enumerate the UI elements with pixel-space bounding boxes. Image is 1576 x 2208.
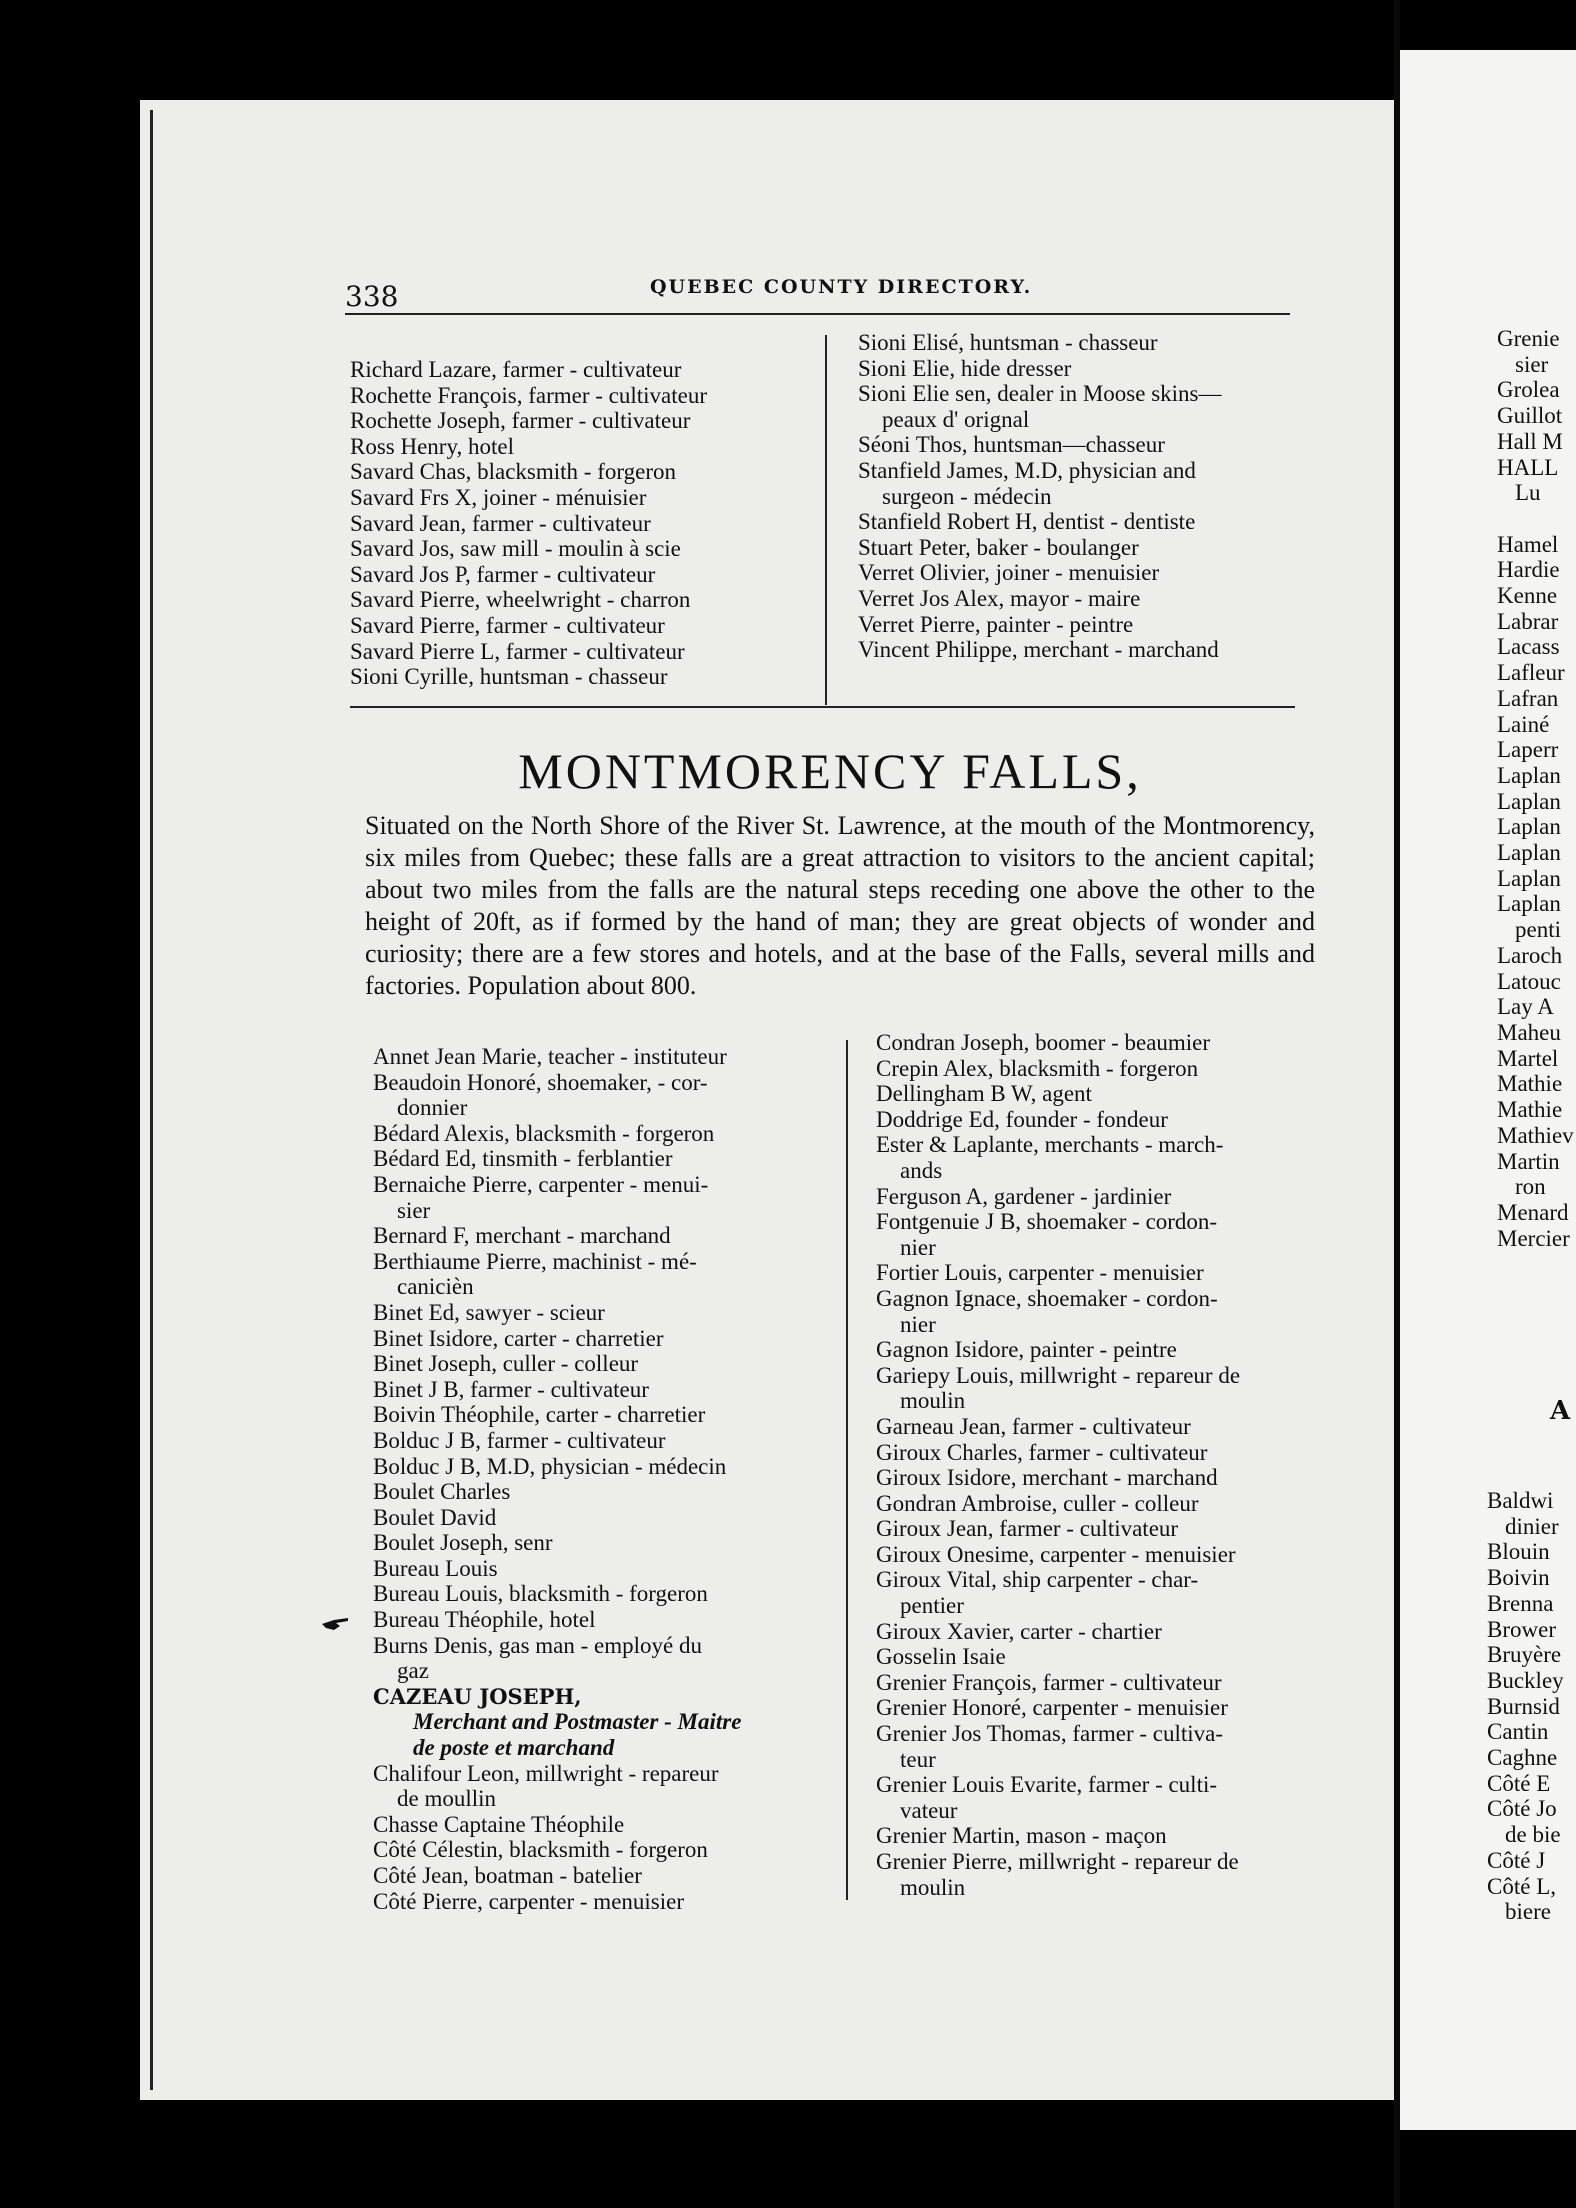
directory-entry-line: Giroux Isidore, merchant - marchand (876, 1465, 1218, 1491)
directory-entry-line: Savard Pierre, wheelwright - charron (350, 587, 691, 613)
directory-entry-line: Gariepy Louis, millwright - repareur de (876, 1362, 1241, 1388)
adjacent-page-line: Laplan (1497, 840, 1561, 866)
directory-entry-line: Grenier Honoré, carpenter - menuisier (876, 1695, 1228, 1721)
adjacent-page-top-column (1497, 326, 1574, 1251)
adjacent-page-line: Côté L, (1487, 1873, 1556, 1899)
adjacent-page-line: Mathie (1497, 1097, 1563, 1123)
directory-entry-line: Grenier Jos Thomas, farmer - cultiva- (876, 1721, 1224, 1747)
directory-entry-line: Savard Jean, farmer - cultivateur (350, 510, 651, 536)
adjacent-page-line: Brenna (1487, 1590, 1554, 1616)
directory-entry-line: Bernaiche Pierre, carpenter - menui- (373, 1171, 709, 1197)
directory-entry-line: Séoni Thos, huntsman—chasseur (858, 432, 1165, 458)
cazeau-name: CAZEAU JOSEPH, (373, 1683, 582, 1709)
bottom-left-column (373, 1044, 741, 1914)
adjacent-page-line: Burnsid (1487, 1693, 1560, 1719)
page-number: 338 (345, 280, 399, 313)
directory-entry-line: Fortier Louis, carpenter - menuisier (876, 1260, 1204, 1286)
directory-entry-line: Bureau Théophile, hotel (373, 1607, 596, 1633)
running-title: QUEBEC COUNTY DIRECTORY. (650, 276, 1033, 298)
bottom-column-divider (846, 1040, 848, 1900)
adjacent-page-line: Côté J (1487, 1847, 1546, 1873)
directory-entry-line: Bolduc J B, farmer - cultivateur (373, 1427, 666, 1453)
directory-entry-line: nier (900, 1311, 936, 1337)
directory-entry-line: Gagnon Ignace, shoemaker - cordon- (876, 1285, 1218, 1311)
binding-edge (150, 110, 153, 2090)
adjacent-page-line: Lacass (1497, 634, 1560, 660)
directory-entry-line: Burns Denis, gas man - employé du (373, 1632, 702, 1658)
directory-entry-line: Ross Henry, hotel (350, 433, 514, 459)
directory-entry-line: Verret Pierre, painter - peintre (858, 611, 1134, 637)
directory-entry-line: Chasse Captaine Théophile (373, 1811, 625, 1837)
directory-entry-line: Sioni Elisé, huntsman - chasseur (858, 330, 1158, 355)
adjacent-page-line: Hamel (1497, 531, 1559, 557)
directory-entry-line: Bolduc J B, M.D, physician - médecin (373, 1453, 727, 1479)
directory-entry-line: surgeon - médecin (882, 483, 1052, 509)
adjacent-page-line: Laplan (1497, 814, 1561, 840)
adjacent-page-line: Lainé (1497, 711, 1550, 737)
directory-entry-line: Côté Jean, boatman - batelier (373, 1863, 642, 1888)
directory-entry-line: Boulet Joseph, senr (373, 1530, 553, 1556)
directory-entry-line: Savard Frs X, joiner - ménuisier (350, 484, 647, 510)
cazeau-title: Merchant and Postmaster - Maitre (413, 1709, 742, 1735)
adjacent-page-line: Mathie (1497, 1071, 1563, 1097)
header-rule (345, 313, 1290, 315)
adjacent-page-line: Mercier (1497, 1225, 1570, 1251)
adjacent-page-line: Lu (1515, 480, 1541, 506)
running-head (345, 268, 1305, 313)
adjacent-page-line: dinier (1505, 1513, 1559, 1539)
directory-entry-line: Giroux Xavier, carter - chartier (876, 1618, 1162, 1644)
adjacent-page-line: Lay A (1497, 994, 1554, 1020)
adjacent-page-line: Côté E (1487, 1770, 1551, 1796)
directory-entry-line: gaz (397, 1658, 429, 1684)
adjacent-page-bottom-column (1487, 1488, 1564, 1925)
directory-entry-line: pentier (900, 1593, 964, 1619)
directory-entry-line: Ester & Laplante, merchants - march- (876, 1132, 1224, 1158)
directory-entry-line: Stanfield James, M.D, physician and (858, 457, 1196, 483)
adjacent-page-line: Buckley (1487, 1667, 1564, 1693)
adjacent-page-line: Martel (1497, 1045, 1559, 1071)
adjacent-page-line: Maheu (1497, 1019, 1561, 1045)
directory-entry-line: Bédard Ed, tinsmith - ferblantier (373, 1146, 673, 1172)
adjacent-page-line: Laplan (1497, 762, 1561, 788)
adjacent-page-line: Baldwi (1487, 1488, 1554, 1513)
directory-entry-line: de moullin (397, 1786, 497, 1812)
directory-entry-line: Binet Ed, sawyer - scieur (373, 1299, 605, 1325)
directory-entry-line: canicièn (397, 1274, 474, 1300)
directory-entry-line: Boivin Théophile, carter - charretier (373, 1402, 706, 1428)
adjacent-page-line: Hall M (1497, 428, 1563, 454)
adjacent-page-line: Hardie (1497, 557, 1560, 583)
directory-entry-line: Côté Célestin, blacksmith - forgeron (373, 1837, 708, 1863)
adjacent-page-line: Grolea (1497, 377, 1560, 403)
directory-entry-line: Giroux Charles, farmer - cultivateur (876, 1439, 1208, 1465)
directory-entry-line: Giroux Onesime, carpenter - menuisier (876, 1541, 1236, 1567)
directory-entry-line: Sioni Elie sen, dealer in Moose skins— (858, 381, 1222, 407)
directory-entry-line: Richard Lazare, farmer - cultivateur (350, 357, 682, 382)
directory-entry-line: Stuart Peter, baker - boulanger (858, 534, 1139, 560)
directory-entry-line: Fontgenuie J B, shoemaker - cordon- (876, 1209, 1218, 1235)
directory-entry-line: Annet Jean Marie, teacher - instituteur (373, 1044, 727, 1069)
adjacent-page-line: Labrar (1497, 608, 1559, 634)
directory-entry-line: Condran Joseph, boomer - beaumier (876, 1030, 1211, 1055)
directory-entry-line: moulin (900, 1388, 966, 1414)
top-section-rule (350, 706, 1295, 708)
adjacent-page-line: Laroch (1497, 942, 1563, 968)
directory-entry-line: Binet Joseph, culler - colleur (373, 1351, 639, 1377)
top-right-column (858, 330, 1222, 663)
directory-entry-line: Grenier Louis Evarite, farmer - culti- (876, 1772, 1218, 1798)
adjacent-page-letter: A (1550, 1396, 1571, 1426)
adjacent-page-line: biere (1505, 1899, 1551, 1925)
directory-entry-line: Bernard F, merchant - marchand (373, 1223, 671, 1249)
adjacent-page-line (1497, 506, 1574, 532)
adjacent-page-line: Lafleur (1497, 660, 1565, 686)
directory-entry-line: Garneau Jean, farmer - cultivateur (876, 1413, 1191, 1439)
adjacent-page-line: Brower (1487, 1616, 1556, 1642)
directory-entry-line: Savard Pierre, farmer - cultivateur (350, 612, 665, 638)
directory-entry-line: Crepin Alex, blacksmith - forgeron (876, 1055, 1199, 1081)
directory-entry-line: peaux d' orignal (882, 406, 1030, 432)
directory-entry-line: Sioni Cyrille, huntsman - chasseur (350, 664, 668, 690)
directory-entry-line: Sioni Elie, hide dresser (858, 355, 1072, 381)
directory-entry-line: moulin (900, 1874, 966, 1900)
directory-entry-line: Grenier Pierre, millwright - repareur de (876, 1849, 1239, 1874)
directory-entry-line: Vincent Philippe, merchant - marchand (858, 637, 1219, 663)
directory-entry-line: Savard Jos P, farmer - cultivateur (350, 561, 656, 587)
adjacent-page-line: Lafran (1497, 685, 1559, 711)
directory-entry-line: Boulet Charles (373, 1479, 511, 1505)
directory-entry-line: Gondran Ambroise, culler - colleur (876, 1490, 1199, 1516)
top-column-divider (825, 335, 827, 705)
directory-entry-line: Giroux Jean, farmer - cultivateur (876, 1516, 1179, 1542)
directory-entry-line: sier (397, 1197, 431, 1223)
adjacent-page-line: penti (1515, 917, 1561, 943)
directory-entry-line: Bureau Louis, blacksmith - forgeron (373, 1581, 708, 1607)
adjacent-page-line: Cantin (1487, 1719, 1549, 1745)
adjacent-page-line: Martin (1497, 1148, 1560, 1174)
adjacent-page-line: Caghne (1487, 1745, 1558, 1771)
directory-entry-line: Giroux Vital, ship carpenter - char- (876, 1567, 1199, 1593)
directory-entry-line: Binet J B, farmer - cultivateur (373, 1376, 649, 1402)
section-heading: MONTMORENCY FALLS, (518, 743, 1142, 799)
adjacent-page-line: Laperr (1497, 737, 1559, 763)
directory-entry-line: Grenier François, farmer - cultivateur (876, 1669, 1222, 1695)
adjacent-page-line: Kenne (1497, 583, 1558, 609)
directory-entry-line: Dellingham B W, agent (876, 1081, 1092, 1107)
directory-entry-line: Beaudoin Honoré, shoemaker, - cor- (373, 1069, 708, 1095)
directory-entry-line: Ferguson A, gardener - jardinier (876, 1183, 1172, 1209)
directory-entry-line: Stanfield Robert H, dentist - dentiste (858, 509, 1196, 535)
cazeau-title: de poste et marchand (413, 1735, 615, 1761)
directory-entry-line: Bureau Louis (373, 1555, 498, 1581)
adjacent-page-line: Laplan (1497, 865, 1561, 891)
adjacent-page-line: Boivin (1487, 1565, 1550, 1591)
adjacent-page-line: ron (1515, 1174, 1546, 1200)
pointing-hand-icon (320, 1614, 350, 1632)
directory-entry-line: Savard Jos, saw mill - moulin à scie (350, 536, 681, 562)
directory-entry-line: Côté Pierre, carpenter - menuisier (373, 1888, 685, 1914)
adjacent-page-line: de bie (1505, 1822, 1561, 1848)
adjacent-page-line: Côté Jo (1487, 1796, 1557, 1822)
directory-entry-line: vateur (900, 1797, 958, 1823)
directory-entry-line: Gagnon Isidore, painter - peintre (876, 1337, 1177, 1363)
directory-entry-line: nier (900, 1234, 936, 1260)
directory-entry-line: Binet Isidore, carter - charretier (373, 1325, 664, 1351)
adjacent-page-line: Laplan (1497, 891, 1561, 917)
directory-entry-line: Savard Chas, blacksmith - forgeron (350, 459, 676, 485)
adjacent-page-line: Menard (1497, 1199, 1569, 1225)
directory-entry-line: Rochette Joseph, farmer - cultivateur (350, 408, 691, 434)
adjacent-page-line: Latouc (1497, 968, 1561, 994)
bottom-right-column (876, 1030, 1240, 1900)
adjacent-page-line: sier (1515, 351, 1549, 377)
directory-entry-line: donnier (397, 1095, 468, 1121)
directory-entry-line: ands (900, 1157, 943, 1183)
directory-entry-line: teur (900, 1746, 936, 1772)
adjacent-page-line: Bruyère (1487, 1642, 1562, 1668)
directory-entry-line: Boulet David (373, 1504, 497, 1530)
directory-entry-line: Bédard Alexis, blacksmith - forgeron (373, 1120, 715, 1146)
section-description: Situated on the North Shore of the River St. Lawrence, at the mouth of the Montmorency, six miles from Quebec; these falls are a great attraction to visitors to the ancient capital; about two miles from the falls are the natural steps receding one above the other to the height of 20ft, as if formed by the hand of man; they are great objects of wonder and curiosity; there are a few stores and hotels, and at the base of the Falls, several mills and factories. Population about 800. (365, 811, 1315, 1000)
directory-entry-line: Verret Jos Alex, mayor - maire (858, 585, 1141, 611)
directory-entry-line: Gosselin Isaie (876, 1644, 1006, 1670)
directory-entry-line: Doddrige Ed, founder - fondeur (876, 1106, 1168, 1132)
adjacent-page-line: Mathiev (1497, 1122, 1574, 1148)
adjacent-page-line: Blouin (1487, 1539, 1550, 1565)
adjacent-page-line: Grenie (1497, 326, 1560, 351)
directory-entry-line: Verret Olivier, joiner - menuisier (858, 560, 1160, 586)
directory-entry-line: Rochette François, farmer - cultivateur (350, 382, 707, 408)
directory-entry-line: Chalifour Leon, millwright - repareur (373, 1760, 719, 1786)
directory-entry-line: Berthiaume Pierre, machinist - mé- (373, 1248, 697, 1274)
directory-entry-line: Grenier Martin, mason - maçon (876, 1823, 1167, 1849)
top-left-column (350, 357, 707, 690)
adjacent-page-line: Laplan (1497, 788, 1561, 814)
directory-entry-line: Savard Pierre L, farmer - cultivateur (350, 638, 685, 664)
adjacent-page-line: Guillot (1497, 403, 1563, 429)
adjacent-page-line: HALL (1497, 454, 1559, 480)
